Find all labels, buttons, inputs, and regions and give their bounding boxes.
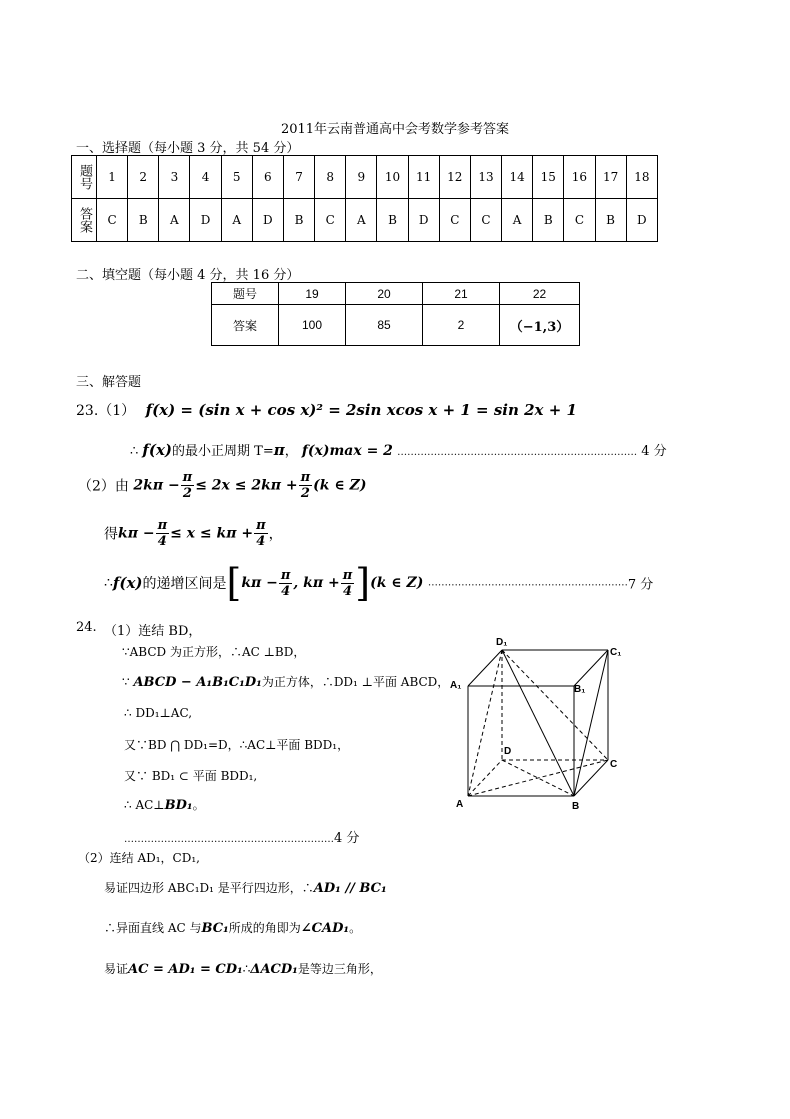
table-cell: 14 xyxy=(502,156,533,199)
table-cell: A xyxy=(159,199,190,242)
fraction-denominator: 2 xyxy=(300,486,310,501)
q24-part2-label: （2）连结 AD₁，CD₁, xyxy=(78,851,200,865)
get-text: 得 xyxy=(104,526,118,543)
left-bracket-icon: [ xyxy=(226,561,242,605)
score-text: 4 分 xyxy=(334,831,360,846)
table-cell: C xyxy=(315,199,346,242)
q23-period-line xyxy=(130,440,667,459)
score-dots: ……………………………………………………………… xyxy=(397,447,638,458)
q23-label: 23.（1） xyxy=(76,403,136,419)
score-dots: …………………………………………………… xyxy=(427,577,628,589)
interval-text: 的递增区间是 xyxy=(142,576,227,592)
triangle-symbol: ΔACD₁ xyxy=(250,962,298,977)
eq-part: ≤ x ≤ kπ + xyxy=(170,525,254,542)
line-text: ∴异面直线 AC 与 xyxy=(104,921,202,935)
table-cell: 20 xyxy=(346,283,423,305)
table-cell: 3 xyxy=(159,156,190,199)
table-cell: 22 xyxy=(500,283,580,305)
fraction xyxy=(254,518,268,549)
eq-part: kπ − xyxy=(241,575,278,591)
eq-part: 2kπ − xyxy=(133,477,180,494)
q23-part2-label: （2）由 xyxy=(78,478,129,495)
section1-heading: 一、选择题（每小题 3 分，共 54 分） xyxy=(76,141,300,156)
line-BC1 xyxy=(574,650,608,796)
q23-part1 xyxy=(76,400,577,420)
fraction xyxy=(279,568,293,599)
math-symbol: AC = AD₁ = CD₁ xyxy=(128,962,243,977)
table-cell: 17 xyxy=(595,156,626,199)
table-cell: 4 xyxy=(190,156,221,199)
table-cell: C xyxy=(97,199,128,242)
table-row xyxy=(212,305,580,346)
table-row xyxy=(72,199,658,242)
table-cell: A xyxy=(221,199,252,242)
separator: ， xyxy=(284,444,298,459)
vertex-label-B1: B₁ xyxy=(574,684,586,695)
table-cell: 21 xyxy=(423,283,500,305)
fraction-denominator: 4 xyxy=(281,583,291,599)
table-cell: 100 xyxy=(279,305,346,346)
table-cell: B xyxy=(595,199,626,242)
q24-line-7 xyxy=(124,796,205,813)
right-bracket-icon: ] xyxy=(355,561,371,605)
q23-increasing-interval xyxy=(104,561,654,605)
table-cell: 13 xyxy=(470,156,501,199)
vertex-label-A1: A₁ xyxy=(450,680,462,691)
q24-score-line xyxy=(124,827,359,846)
fraction-denominator: 4 xyxy=(256,534,266,549)
cube-name: ABCD − A₁B₁C₁D₁ xyxy=(133,675,262,690)
q23-equation-1: f(x) = (sin x + cos x)² = 2sin xcos x + 1 = sin 2x + 1 xyxy=(145,401,577,419)
section2-heading: 二、填空题（每小题 4 分，共 16 分） xyxy=(76,268,300,283)
table-cell: A xyxy=(346,199,377,242)
q24-line-1: （1）连结 BD， xyxy=(104,624,202,639)
max-value: f(x)max = 2 xyxy=(301,443,393,459)
fx-symbol: f(x) xyxy=(142,441,173,459)
table-row xyxy=(72,156,658,199)
section3-heading: 三、解答题 xyxy=(76,375,142,390)
page-title: 2011年云南普通高中会考数学参考答案 xyxy=(280,122,510,137)
q24-line-2: ∵ABCD 为正方形，∴AC ⊥BD， xyxy=(122,645,306,659)
table-cell: （−1,3） xyxy=(500,305,580,346)
table-cell: 9 xyxy=(346,156,377,199)
table-cell: 5 xyxy=(221,156,252,199)
table-cell: C xyxy=(439,199,470,242)
table-cell: 7 xyxy=(283,156,314,199)
therefore-symbol: ∴ xyxy=(242,962,251,976)
q24-line-3 xyxy=(122,673,449,690)
therefore-symbol: ∴ xyxy=(130,444,139,459)
q24-part2-line-2 xyxy=(104,919,361,936)
score-text: 4 分 xyxy=(641,444,667,459)
math-symbol: BC₁ xyxy=(201,921,229,936)
table-cell: 12 xyxy=(439,156,470,199)
therefore-symbol: ∴ xyxy=(104,575,113,591)
fraction-denominator: 4 xyxy=(342,583,353,599)
table-cell: 10 xyxy=(377,156,408,199)
table-cell: 1 xyxy=(97,156,128,199)
math-symbol: AD₁ // BC₁ xyxy=(313,881,387,896)
table-cell: 16 xyxy=(564,156,595,199)
q24-line-5: 又∵BD ⋂ DD₁=D，∴AC⊥平面 BDD₁， xyxy=(124,738,350,752)
fraction xyxy=(156,518,170,549)
eq-part: (k ∈ Z) xyxy=(370,575,424,591)
table-cell: D xyxy=(190,199,221,242)
fraction-numerator: π xyxy=(280,567,291,583)
line-text: 易证 xyxy=(104,962,129,976)
fraction-denominator: 2 xyxy=(182,486,192,501)
edge-B1C1 xyxy=(574,650,608,686)
table-cell: B xyxy=(533,199,564,242)
table-cell: A xyxy=(502,199,533,242)
fraction xyxy=(299,470,313,501)
table-cell: D xyxy=(252,199,283,242)
table-cell: B xyxy=(377,199,408,242)
fill-answer-table xyxy=(211,282,580,346)
line-BD1 xyxy=(502,650,574,796)
fraction-numerator: π xyxy=(256,518,266,533)
fraction-numerator: π xyxy=(300,470,311,485)
fraction-numerator: π xyxy=(342,567,353,583)
row-label-number: 题号 xyxy=(72,156,97,199)
choice-answer-table xyxy=(71,155,658,242)
table-cell: 85 xyxy=(346,305,423,346)
row-label-answer: 答案 xyxy=(212,305,279,346)
vertex-label-C: C xyxy=(610,759,618,770)
q24-part2-line-3 xyxy=(104,960,382,977)
fraction-numerator: π xyxy=(182,470,193,485)
table-cell: 6 xyxy=(252,156,283,199)
line-text: 易证四边形 ABC₁D₁ 是平行四边形，∴ xyxy=(104,881,314,895)
vertex-label-C1: C₁ xyxy=(610,647,622,658)
table-cell: 18 xyxy=(626,156,657,199)
line-text: 所成的角即为 xyxy=(228,921,301,935)
q24-line-4: ∴ DD₁⊥AC, xyxy=(124,706,193,720)
line-text: 是等边三角形， xyxy=(297,962,382,976)
edge-A1D1 xyxy=(468,650,502,686)
vertex-label-D: D xyxy=(504,746,512,757)
score-text: 7 分 xyxy=(627,577,654,593)
q24-label: 24. xyxy=(76,620,97,635)
table-cell: 19 xyxy=(279,283,346,305)
table-cell: B xyxy=(128,199,159,242)
vertex-label-B: B xyxy=(572,801,580,812)
comma: ， xyxy=(268,526,283,543)
table-cell: C xyxy=(470,199,501,242)
because-symbol: ∵ xyxy=(122,675,134,689)
line-AC xyxy=(468,760,608,796)
fraction-numerator: π xyxy=(157,518,168,533)
fx-symbol: f(x) xyxy=(112,574,143,592)
edge-AD xyxy=(468,760,502,796)
row-label-number: 题号 xyxy=(212,283,279,305)
math-symbol: BD₁ xyxy=(164,798,193,813)
period: 。 xyxy=(192,798,205,812)
eq-part: ≤ 2x ≤ 2kπ + xyxy=(195,477,298,494)
table-row xyxy=(212,283,580,305)
q24-line-6: 又∵ BD₁ ⊂ 平面 BDD₁, xyxy=(124,769,258,783)
table-cell: C xyxy=(564,199,595,242)
edge-BC xyxy=(574,760,608,796)
table-cell: 15 xyxy=(533,156,564,199)
vertex-label-A: A xyxy=(456,799,464,810)
table-cell: 2 xyxy=(128,156,159,199)
fraction xyxy=(181,470,195,501)
table-cell: B xyxy=(283,199,314,242)
line-AD1 xyxy=(468,650,502,796)
q23-part2 xyxy=(78,470,366,501)
q23-get-line xyxy=(104,518,283,549)
table-cell: D xyxy=(626,199,657,242)
period-text: 的最小正周期 T= xyxy=(172,444,274,459)
table-cell: D xyxy=(408,199,439,242)
eq-part: kπ − xyxy=(118,525,155,542)
q24-part2-line-1 xyxy=(104,879,387,896)
line-text: ∴ AC⊥ xyxy=(124,798,165,812)
score-dots: ……………………………………………………… xyxy=(124,834,334,845)
table-cell: 8 xyxy=(315,156,346,199)
fraction xyxy=(341,568,355,599)
row-label-answer: 答案 xyxy=(72,199,97,242)
fraction-denominator: 4 xyxy=(157,534,167,549)
vertex-label-D1: D₁ xyxy=(496,637,508,648)
pi-symbol: π xyxy=(273,441,285,459)
cube-diagram xyxy=(440,630,640,815)
line-text: 为正方体，∴DD₁ ⊥平面 ABCD， xyxy=(261,675,450,689)
period: 。 xyxy=(349,921,362,935)
table-cell: 2 xyxy=(423,305,500,346)
eq-part: , kπ + xyxy=(293,575,340,591)
table-cell: 11 xyxy=(408,156,439,199)
angle-symbol: ∠CAD₁ xyxy=(300,921,350,936)
eq-part: (k ∈ Z) xyxy=(313,477,367,494)
